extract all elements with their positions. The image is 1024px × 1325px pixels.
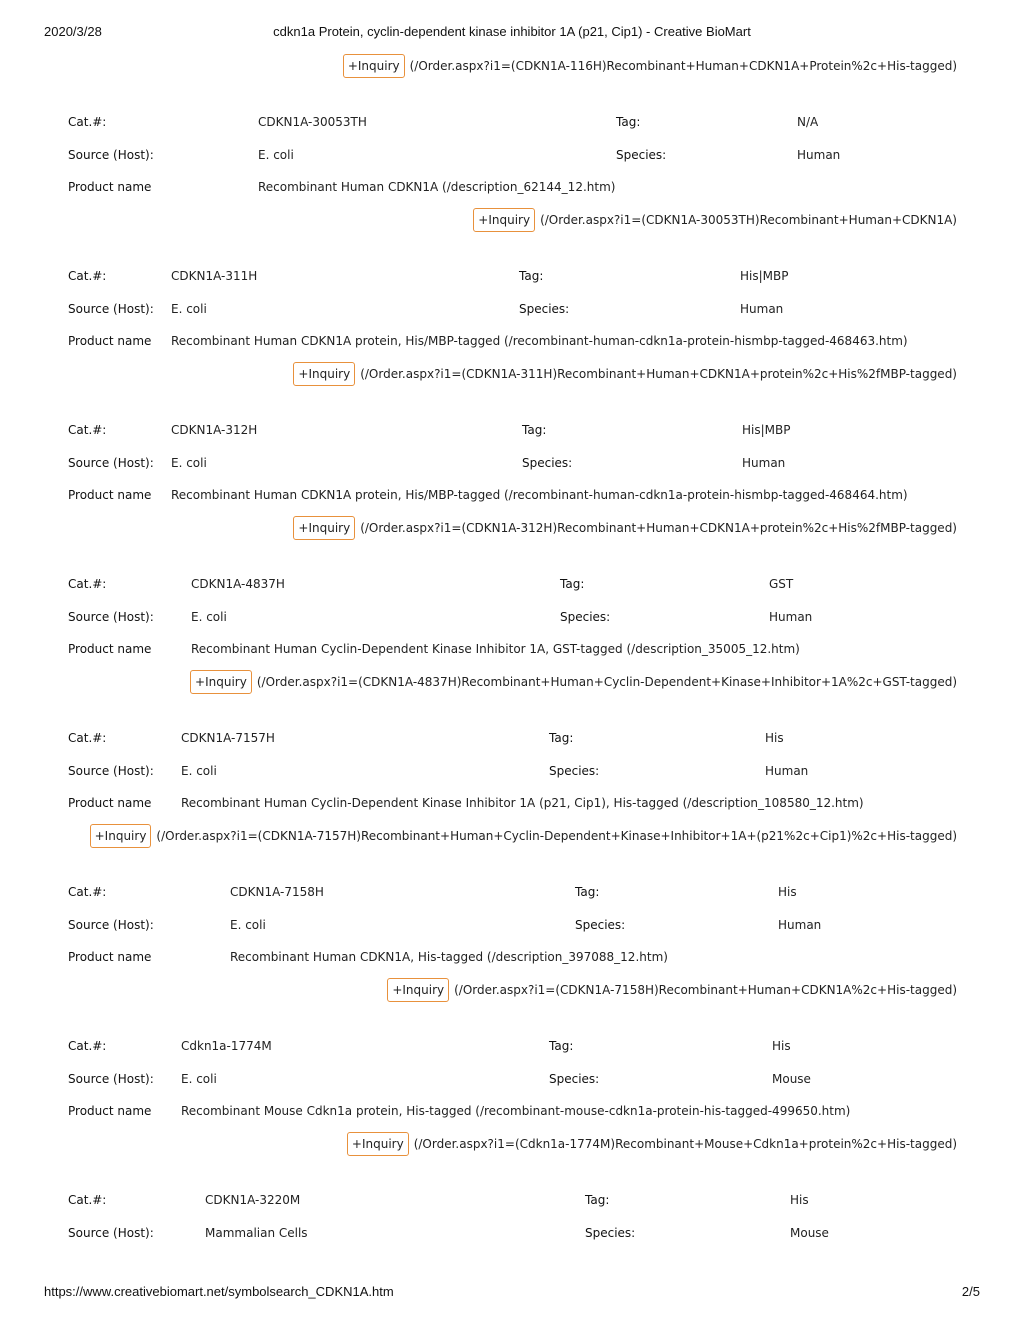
species-value: Human [742,456,786,470]
tag-label: Tag: [519,269,544,283]
inquiry-button[interactable]: +Inquiry [387,978,449,1002]
species-label: Species: [616,148,667,162]
inquiry-button[interactable]: +Inquiry [473,208,535,232]
cat-label: Cat.#: [68,269,107,283]
inquiry-row [293,362,957,386]
source-value: E. coli [230,918,266,932]
species-value: Mouse [772,1072,811,1086]
source-value: E. coli [181,1072,217,1086]
source-value: E. coli [171,456,207,470]
print-date: 2020/3/28 [44,24,102,39]
source-value: E. coli [181,764,217,778]
product-name-link[interactable]: Recombinant Human CDKN1A (/description_62144_12.htm) [258,180,616,194]
species-value: Human [765,764,809,778]
inquiry-link[interactable]: (/Order.aspx?i1=(CDKN1A-7157H)Recombinant+Human+Cyclin-Dependent+Kinase+Inhibitor+1A+(p21%2c+Cip1)%2c+His-tagged) [156,829,957,843]
inquiry-button[interactable]: +Inquiry [347,1132,409,1156]
species-value: Human [797,148,841,162]
inquiry-row [347,1132,957,1156]
inquiry-button[interactable]: +Inquiry [343,54,405,78]
cat-label: Cat.#: [68,731,107,745]
cat-value: CDKN1A-311H [171,269,258,283]
cat-value: Cdkn1a-1774M [181,1039,272,1053]
source-label: Source (Host): [68,1072,154,1086]
inquiry-row [473,208,957,232]
species-label: Species: [549,1072,600,1086]
cat-value: CDKN1A-312H [171,423,258,437]
tag-value: His|MBP [742,423,791,437]
product-name-label: Product name [68,950,152,964]
inquiry-button[interactable]: +Inquiry [293,362,355,386]
source-label: Source (Host): [68,148,154,162]
tag-value: N/A [797,115,819,129]
species-value: Human [740,302,784,316]
tag-label: Tag: [522,423,547,437]
product-name-link[interactable]: Recombinant Human CDKN1A protein, His/MBP-tagged (/recombinant-human-cdkn1a-protein-hismbp-tagged-468464.htm) [171,488,908,502]
tag-value: His|MBP [740,269,789,283]
cat-label: Cat.#: [68,423,107,437]
species-label: Species: [560,610,611,624]
cat-label: Cat.#: [68,885,107,899]
source-value: E. coli [258,148,294,162]
source-value: Mammalian Cells [205,1226,308,1240]
inquiry-button[interactable]: +Inquiry [90,824,152,848]
source-label: Source (Host): [68,1226,154,1240]
species-value: Mouse [790,1226,829,1240]
cat-value: CDKN1A-3220M [205,1193,301,1207]
product-name-link[interactable]: Recombinant Human Cyclin-Dependent Kinase Inhibitor 1A (p21, Cip1), His-tagged (/description_108580_12.htm) [181,796,864,810]
product-name-label: Product name [68,334,152,348]
cat-label: Cat.#: [68,1039,107,1053]
product-name-label: Product name [68,642,152,656]
tag-label: Tag: [575,885,600,899]
species-value: Human [769,610,813,624]
cat-value: CDKN1A-4837H [191,577,285,591]
product-name-link[interactable]: Recombinant Human CDKN1A protein, His/MBP-tagged (/recombinant-human-cdkn1a-protein-hismbp-tagged-468463.htm) [171,334,908,348]
cat-label: Cat.#: [68,115,107,129]
tag-label: Tag: [585,1193,610,1207]
species-label: Species: [575,918,626,932]
tag-value: His [778,885,797,899]
source-label: Source (Host): [68,764,154,778]
species-label: Species: [585,1226,636,1240]
product-name-link[interactable]: Recombinant Mouse Cdkn1a protein, His-tagged (/recombinant-mouse-cdkn1a-protein-his-tagged-499650.htm) [181,1104,851,1118]
page-number: 2/5 [961,1284,980,1299]
tag-label: Tag: [549,731,574,745]
inquiry-link[interactable]: (/Order.aspx?i1=(CDKN1A-312H)Recombinant+Human+CDKN1A+protein%2c+His%2fMBP-tagged) [360,521,957,535]
source-value: E. coli [171,302,207,316]
cat-label: Cat.#: [68,577,107,591]
cat-value: CDKN1A-30053TH [258,115,367,129]
species-label: Species: [519,302,570,316]
inquiry-link[interactable]: (/Order.aspx?i1=(CDKN1A-311H)Recombinant+Human+CDKN1A+protein%2c+His%2fMBP-tagged) [360,367,957,381]
inquiry-row [90,824,957,848]
inquiry-button[interactable]: +Inquiry [190,670,252,694]
inquiry-link[interactable]: (/Order.aspx?i1=(CDKN1A-4837H)Recombinant+Human+Cyclin-Dependent+Kinase+Inhibitor+1A%2c+GST-tagged) [256,675,957,689]
inquiry-row [343,54,957,78]
inquiry-row [190,670,957,694]
source-label: Source (Host): [68,456,154,470]
cat-label: Cat.#: [68,1193,107,1207]
inquiry-link[interactable]: (/Order.aspx?i1=(CDKN1A-7158H)Recombinant+Human+CDKN1A%2c+His-tagged) [454,983,957,997]
product-name-label: Product name [68,180,152,194]
species-value: Human [778,918,822,932]
inquiry-row [387,978,957,1002]
product-name-label: Product name [68,488,152,502]
tag-value: His [765,731,784,745]
inquiry-row [293,516,957,540]
inquiry-link[interactable]: (/Order.aspx?i1=(Cdkn1a-1774M)Recombinant+Mouse+Cdkn1a+protein%2c+His-tagged) [413,1137,957,1151]
source-value: E. coli [191,610,227,624]
inquiry-link[interactable]: (/Order.aspx?i1=(CDKN1A-116H)Recombinant+Human+CDKN1A+Protein%2c+His-tagged) [409,59,957,73]
inquiry-link[interactable]: (/Order.aspx?i1=(CDKN1A-30053TH)Recombinant+Human+CDKN1A) [540,213,957,227]
product-name-label: Product name [68,1104,152,1118]
species-label: Species: [522,456,573,470]
page-title: cdkn1a Protein, cyclin-dependent kinase inhibitor 1A (p21, Cip1) - Creative BioMart [273,24,751,39]
tag-label: Tag: [616,115,641,129]
product-name-label: Product name [68,796,152,810]
inquiry-button[interactable]: +Inquiry [293,516,355,540]
cat-value: CDKN1A-7157H [181,731,275,745]
tag-label: Tag: [549,1039,574,1053]
product-name-link[interactable]: Recombinant Human Cyclin-Dependent Kinase Inhibitor 1A, GST-tagged (/description_35005_12.htm) [191,642,800,656]
tag-value: His [772,1039,791,1053]
product-name-link[interactable]: Recombinant Human CDKN1A, His-tagged (/description_397088_12.htm) [230,950,668,964]
source-label: Source (Host): [68,918,154,932]
footer-url: https://www.creativebiomart.net/symbolsearch_CDKN1A.htm [44,1284,394,1299]
source-label: Source (Host): [68,610,154,624]
tag-value: His [790,1193,809,1207]
tag-label: Tag: [560,577,585,591]
cat-value: CDKN1A-7158H [230,885,324,899]
source-label: Source (Host): [68,302,154,316]
species-label: Species: [549,764,600,778]
tag-value: GST [769,577,794,591]
